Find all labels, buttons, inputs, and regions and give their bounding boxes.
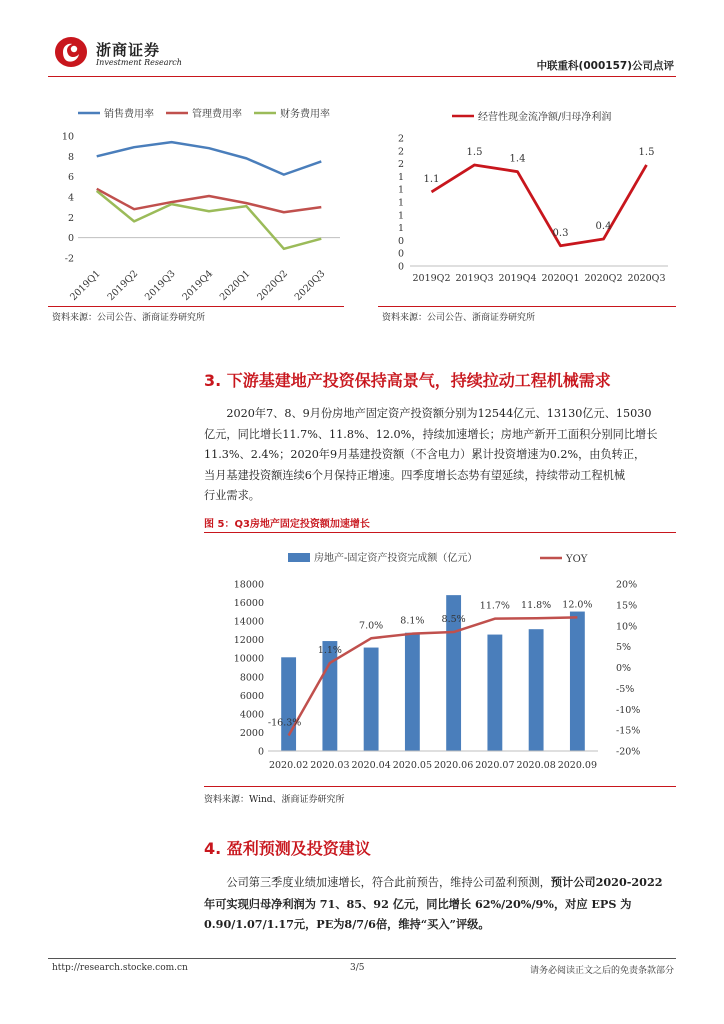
x-tick-label: 2020.03 [310,760,350,771]
yoy-label: -16.3% [267,717,302,729]
y-tick-label: 10 [61,131,74,143]
series-line [97,191,322,249]
x-tick-label: 2020Q1 [217,268,253,303]
footer-disclaimer: 请务必阅读正文之后的免责条款部分 [529,966,674,976]
bar [529,629,544,751]
bar [322,641,337,751]
yoy-label: 11.7% [479,600,510,612]
y-tick-label: 1 [397,210,404,222]
bar [487,635,502,751]
x-tick-label: 2019Q1 [68,268,103,303]
chart1-rule [48,306,344,307]
section3-line: 11.3%、2.4%；2020年9月基建投资额（不含电力）累计投资增速为0.2%，由负转正， [204,448,646,461]
bar [281,657,296,751]
data-label: 0.3 [552,227,569,239]
section4-forecast-line: 年可实现归母净利润为 71、85、92 亿元，同比增长 62%/20%/9%，对应 EPS 为 [204,896,632,911]
yoy-label: 11.8% [521,600,552,612]
data-label: 1.1 [423,173,440,185]
x-tick-label: 2019Q2 [412,273,451,284]
y-tick-label: 0 [397,261,404,273]
cashflow-ratio-chart [378,98,678,303]
y-tick-label: 0 [257,746,264,758]
x-tick-label: 2019Q3 [143,268,178,303]
logo-subtext: Investment Research [96,58,182,67]
section4-paragraph [204,872,674,935]
y2-tick-label: 15% [616,600,638,612]
figure5-source: 资料来源：Wind、浙商证券研究所 [204,795,345,805]
x-tick-label: 2020.05 [392,760,433,771]
bar [570,612,585,751]
legend-label: 房地产-固定资产投资完成额（亿元） [314,553,478,564]
y-tick-label: 2000 [239,727,264,739]
y2-tick-label: 20% [616,579,638,591]
y2-tick-label: -10% [616,704,641,716]
legend-swatch [288,553,310,562]
section4-line-1 [204,872,674,894]
legend-label: 经营性现金流净额/归母净利润 [478,112,612,123]
x-tick-label: 2020.09 [557,760,598,771]
x-tick-label: 2020.08 [516,760,556,771]
x-tick-label: 2019Q3 [455,273,494,284]
y-tick-label: 1 [397,223,404,235]
y-tick-label: 2 [67,212,74,224]
series-line [97,189,322,212]
x-tick-label: 2020.04 [351,760,391,771]
figure5-bottom-rule [204,786,676,787]
y2-tick-label: -5% [616,683,635,695]
logo-text: 浙商证券 [96,41,161,59]
legend-label: YOY [566,554,588,565]
section4-title: 4. 盈利预测及投资建议 [204,839,371,858]
bar [405,633,420,751]
expense-ratio-chart [48,98,360,303]
bar [364,648,379,751]
y-tick-label: 6 [67,172,74,184]
y-tick-label: 16000 [233,598,264,610]
y-tick-label: 4 [67,192,74,204]
chart2-source: 资料来源：公司公告、浙商证券研究所 [382,313,536,323]
section3-line: 当月基建投资额连续6个月保持正增速。四季度增长态势有望延续，持续带动工程机械 [204,468,626,482]
y-tick-label: 10000 [233,653,264,665]
data-label: 1.5 [466,146,483,158]
x-tick-label: 2020.06 [433,760,474,771]
page-number: 3/5 [350,963,365,973]
section4-forecast: 预计公司2020-2022 [550,875,663,889]
series-line [97,142,322,175]
figure5-caption: 图 5：Q3房地产固定投资额加速增长 [204,519,370,530]
y-tick-label: -2 [64,253,74,265]
figure5-top-rule [204,532,676,533]
y-tick-label: 14000 [233,616,264,628]
y2-tick-label: 5% [616,642,632,654]
real-estate-investment-chart [204,538,674,780]
x-tick-label: 2019Q2 [105,268,141,303]
y-tick-label: 0 [397,235,404,247]
y-tick-label: 1 [397,171,404,183]
x-tick-label: 2020.07 [475,760,515,771]
x-tick-label: 2020Q2 [255,268,290,303]
y-tick-label: 2 [397,159,404,171]
data-label: 0.4 [595,221,612,233]
y2-tick-label: -20% [616,746,641,758]
y2-tick-label: 10% [616,621,638,633]
section3-line: 亿元，同比增长11.7%、11.8%、12.0%，持续加速增长；房地产新开工面积分别同比增长 [204,427,658,441]
chart2-rule [378,306,676,307]
y-tick-label: 12000 [233,635,264,647]
x-tick-label: 2019Q4 [498,273,537,284]
y-tick-label: 18000 [233,579,264,591]
footer-divider [48,958,676,959]
yoy-label: 7.0% [359,620,384,632]
section3-line: 2020年7、8、9月份房地产固定资产投资额分别为12544亿元、13130亿元、15030 [226,407,652,420]
y-tick-label: 2 [397,133,404,145]
y-tick-label: 1 [397,197,404,209]
yoy-label: 1.1% [317,644,342,656]
y-tick-label: 4000 [239,709,264,721]
legend-label: 财务费用率 [280,109,330,120]
footer-url[interactable]: http://research.stocke.com.cn [52,963,188,973]
x-tick-label: 2020Q1 [541,273,580,284]
data-label: 1.4 [509,153,526,165]
section3-title: 3. 下游基建地产投资保持高景气，持续拉动工程机械需求 [204,371,611,390]
series-line [432,165,647,246]
yoy-label: 8.5% [441,614,466,626]
y-tick-label: 1 [397,184,404,196]
yoy-label: 8.1% [400,615,425,627]
x-tick-label: 2020Q3 [627,273,666,284]
y2-tick-label: -15% [616,725,641,737]
x-tick-label: 2020.02 [268,760,309,771]
header-divider [48,76,676,77]
y-tick-label: 8 [67,151,74,163]
y-tick-label: 0 [67,233,74,245]
section4-text: 公司第三季度业绩加速增长，符合此前预告，维持公司盈利预测， [226,876,551,889]
data-label: 1.5 [638,146,655,158]
section3-paragraph [204,404,674,507]
legend-label: 管理费用率 [192,109,242,120]
y2-tick-label: 0% [616,663,632,674]
chart1-source: 资料来源：公司公告、浙商证券研究所 [52,313,206,323]
yoy-label: 12.0% [562,599,593,611]
x-tick-label: 2020Q3 [292,268,328,303]
legend-label: 销售费用率 [104,109,154,120]
y-tick-label: 8000 [239,672,264,684]
section4-forecast-line: 0.90/1.07/1.17元，PE为8/7/6倍，维持“买入”评级。 [204,917,490,931]
x-tick-label: 2020Q2 [584,273,623,284]
logo-icon [52,35,90,69]
y-tick-label: 2 [397,146,404,158]
section3-line: 行业需求。 [204,489,260,502]
y-tick-label: 0 [397,248,404,260]
y-tick-label: 6000 [239,690,264,702]
report-title: 中联重科(000157)公司点评 [536,60,674,72]
x-tick-label: 2019Q4 [180,268,216,303]
